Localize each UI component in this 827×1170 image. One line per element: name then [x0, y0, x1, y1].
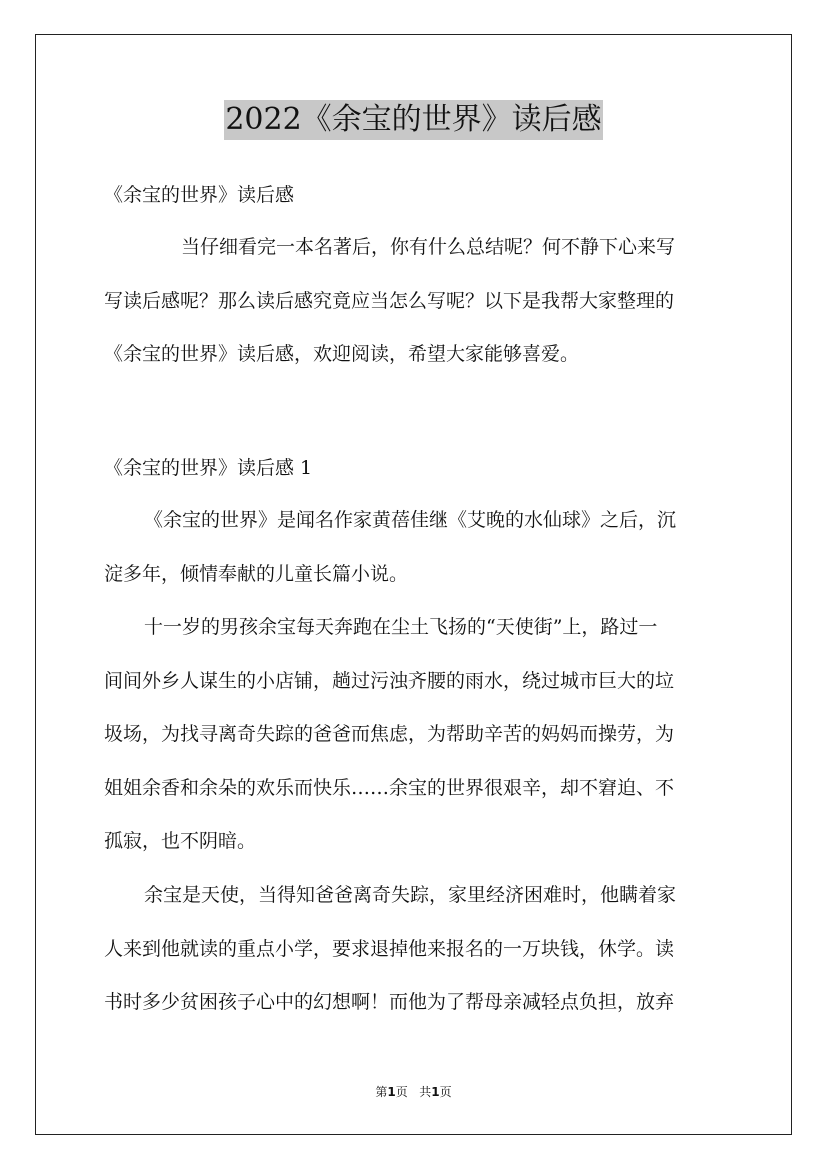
body-line-7: 孤寂，也不阴暗。: [104, 830, 257, 852]
body-line-3: 十一岁的男孩余宝每天奔跑在尘土飞扬的“天使街”上，路过一: [144, 616, 658, 638]
section-heading: 《余宝的世界》读后感 1: [104, 457, 313, 479]
body-line-2: 淀多年，倾情奉献的儿童长篇小说。: [104, 563, 409, 585]
title-container: [0, 100, 827, 140]
footer-page-current: 1: [387, 1085, 396, 1099]
body-line-6: 姐姐余香和余朵的欢乐而快乐……余宝的世界很艰辛，却不窘迫、不: [104, 777, 675, 799]
document-title: 2022《余宝的世界》读后感: [224, 100, 602, 140]
document-subtitle: 《余宝的世界》读后感: [104, 184, 295, 206]
body-line-8: 余宝是天使，当得知爸爸离奇失踪，家里经济困难时，他瞒着家: [144, 884, 677, 906]
intro-line-1: 当仔细看完一本名著后，你有什么总结呢？何不静下心来写: [181, 236, 676, 258]
footer-prefix: 第: [375, 1085, 388, 1099]
footer-mid: 页 共: [395, 1085, 432, 1099]
intro-line-2: 写读后感呢？那么读后感究竟应当怎么写呢？以下是我帮大家整理的: [104, 290, 675, 312]
intro-line-3: 《余宝的世界》读后感，欢迎阅读，希望大家能够喜爱。: [104, 343, 580, 365]
body-line-1: 《余宝的世界》是闻名作家黄蓓佳继《艾晚的水仙球》之后，沉: [144, 509, 677, 531]
footer-suffix: 页: [439, 1085, 452, 1099]
body-line-4: 间间外乡人谋生的小店铺，趟过污浊齐腰的雨水，绕过城市巨大的垃: [104, 670, 675, 692]
body-line-10: 书时多少贫困孩子心中的幻想啊！而他为了帮母亲减轻点负担，放弃: [104, 991, 675, 1013]
page-footer: [0, 1083, 827, 1100]
body-line-9: 人来到他就读的重点小学，要求退掉他来报名的一万块钱，休学。读: [104, 938, 675, 960]
body-line-5: 圾场，为找寻离奇失踪的爸爸而焦虑，为帮助辛苦的妈妈而操劳，为: [104, 723, 675, 745]
footer-page-total: 1: [431, 1085, 440, 1099]
